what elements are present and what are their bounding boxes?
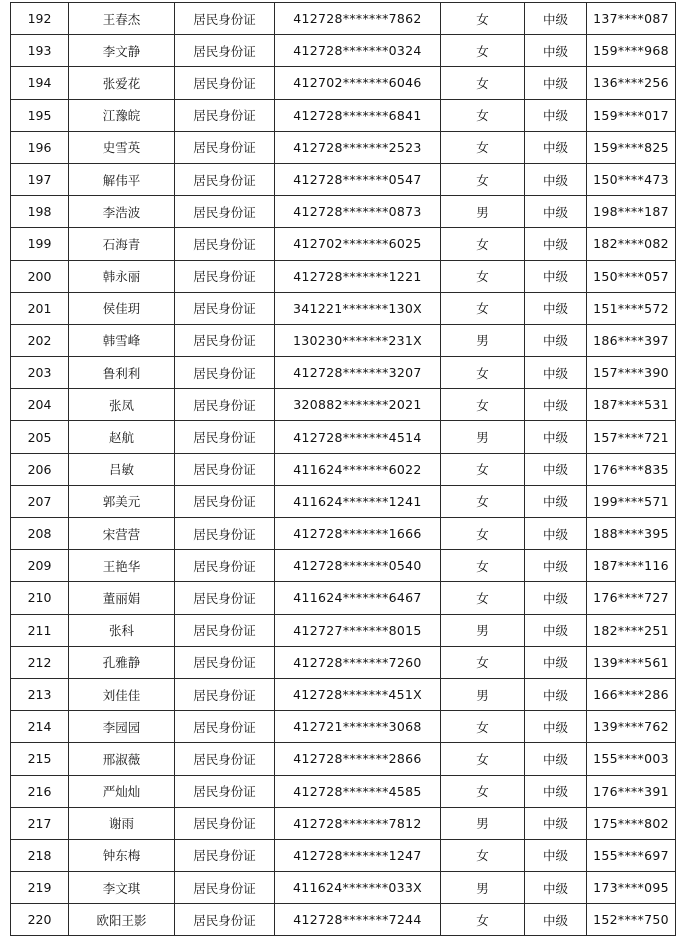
phone-cell: 182****082: [587, 228, 676, 260]
level-cell: 中级: [525, 99, 587, 131]
row-number-cell: 214: [11, 711, 69, 743]
phone-cell: 159****017: [587, 99, 676, 131]
table-row: [11, 67, 676, 99]
phone-cell: 155****697: [587, 839, 676, 871]
gender-cell: 男: [441, 807, 525, 839]
id-number-cell: 412728*******2523: [275, 131, 441, 163]
row-number-cell: 213: [11, 678, 69, 710]
id-number-cell: 412728*******4514: [275, 421, 441, 453]
level-cell: 中级: [525, 228, 587, 260]
id-number-cell: 412728*******2866: [275, 743, 441, 775]
id-number-cell: 411624*******6467: [275, 582, 441, 614]
table-row: [11, 196, 676, 228]
roster-table: [10, 2, 676, 936]
phone-cell: 176****391: [587, 775, 676, 807]
roster-body: [11, 3, 676, 936]
id-number-cell: 412728*******1666: [275, 518, 441, 550]
id-number-cell: 130230*******231X: [275, 324, 441, 356]
id-type-cell: 居民身份证: [175, 3, 275, 35]
person-name-cell: 张凤: [69, 389, 175, 421]
id-number-cell: 412728*******1221: [275, 260, 441, 292]
table-row: [11, 324, 676, 356]
person-name-cell: 吕敏: [69, 453, 175, 485]
level-cell: 中级: [525, 421, 587, 453]
table-row: [11, 485, 676, 517]
person-name-cell: 王春杰: [69, 3, 175, 35]
table-row: [11, 389, 676, 421]
person-name-cell: 宋营营: [69, 518, 175, 550]
level-cell: 中级: [525, 775, 587, 807]
row-number-cell: 212: [11, 646, 69, 678]
person-name-cell: 韩永丽: [69, 260, 175, 292]
level-cell: 中级: [525, 872, 587, 904]
gender-cell: 女: [441, 582, 525, 614]
table-row: [11, 872, 676, 904]
table-row: [11, 228, 676, 260]
phone-cell: 176****835: [587, 453, 676, 485]
level-cell: 中级: [525, 485, 587, 517]
id-type-cell: 居民身份证: [175, 389, 275, 421]
row-number-cell: 204: [11, 389, 69, 421]
id-number-cell: 320882*******2021: [275, 389, 441, 421]
row-number-cell: 207: [11, 485, 69, 517]
phone-cell: 166****286: [587, 678, 676, 710]
id-type-cell: 居民身份证: [175, 67, 275, 99]
level-cell: 中级: [525, 3, 587, 35]
row-number-cell: 198: [11, 196, 69, 228]
row-number-cell: 217: [11, 807, 69, 839]
id-number-cell: 412721*******3068: [275, 711, 441, 743]
id-number-cell: 412728*******7244: [275, 904, 441, 936]
id-number-cell: 412728*******0547: [275, 163, 441, 195]
phone-cell: 139****561: [587, 646, 676, 678]
id-number-cell: 412728*******7812: [275, 807, 441, 839]
row-number-cell: 203: [11, 357, 69, 389]
table-row: [11, 711, 676, 743]
row-number-cell: 196: [11, 131, 69, 163]
table-row: [11, 99, 676, 131]
id-type-cell: 居民身份证: [175, 292, 275, 324]
person-name-cell: 赵航: [69, 421, 175, 453]
id-type-cell: 居民身份证: [175, 614, 275, 646]
phone-cell: 151****572: [587, 292, 676, 324]
row-number-cell: 211: [11, 614, 69, 646]
row-number-cell: 208: [11, 518, 69, 550]
person-name-cell: 韩雪峰: [69, 324, 175, 356]
table-row: [11, 904, 676, 936]
gender-cell: 女: [441, 67, 525, 99]
id-type-cell: 居民身份证: [175, 904, 275, 936]
phone-cell: 182****251: [587, 614, 676, 646]
phone-cell: 157****390: [587, 357, 676, 389]
id-number-cell: 411624*******033X: [275, 872, 441, 904]
id-number-cell: 411624*******6022: [275, 453, 441, 485]
phone-cell: 150****057: [587, 260, 676, 292]
table-row: [11, 131, 676, 163]
person-name-cell: 史雪英: [69, 131, 175, 163]
id-number-cell: 412728*******4585: [275, 775, 441, 807]
level-cell: 中级: [525, 196, 587, 228]
table-row: [11, 839, 676, 871]
id-type-cell: 居民身份证: [175, 357, 275, 389]
id-type-cell: 居民身份证: [175, 196, 275, 228]
person-name-cell: 谢雨: [69, 807, 175, 839]
person-name-cell: 郭美元: [69, 485, 175, 517]
level-cell: 中级: [525, 35, 587, 67]
level-cell: 中级: [525, 646, 587, 678]
person-name-cell: 李浩波: [69, 196, 175, 228]
gender-cell: 女: [441, 163, 525, 195]
id-number-cell: 412702*******6025: [275, 228, 441, 260]
row-number-cell: 201: [11, 292, 69, 324]
gender-cell: 男: [441, 196, 525, 228]
gender-cell: 女: [441, 292, 525, 324]
gender-cell: 女: [441, 839, 525, 871]
gender-cell: 男: [441, 872, 525, 904]
id-type-cell: 居民身份证: [175, 518, 275, 550]
id-number-cell: 412728*******0873: [275, 196, 441, 228]
id-type-cell: 居民身份证: [175, 872, 275, 904]
level-cell: 中级: [525, 260, 587, 292]
row-number-cell: 219: [11, 872, 69, 904]
table-row: [11, 421, 676, 453]
id-type-cell: 居民身份证: [175, 807, 275, 839]
gender-cell: 女: [441, 35, 525, 67]
id-type-cell: 居民身份证: [175, 711, 275, 743]
phone-cell: 176****727: [587, 582, 676, 614]
row-number-cell: 199: [11, 228, 69, 260]
phone-cell: 173****095: [587, 872, 676, 904]
row-number-cell: 192: [11, 3, 69, 35]
id-type-cell: 居民身份证: [175, 550, 275, 582]
person-name-cell: 张科: [69, 614, 175, 646]
id-number-cell: 411624*******1241: [275, 485, 441, 517]
person-name-cell: 董丽娟: [69, 582, 175, 614]
id-type-cell: 居民身份证: [175, 324, 275, 356]
level-cell: 中级: [525, 807, 587, 839]
phone-cell: 187****531: [587, 389, 676, 421]
level-cell: 中级: [525, 582, 587, 614]
gender-cell: 男: [441, 324, 525, 356]
person-name-cell: 王艳华: [69, 550, 175, 582]
id-type-cell: 居民身份证: [175, 163, 275, 195]
phone-cell: 188****395: [587, 518, 676, 550]
person-name-cell: 石海青: [69, 228, 175, 260]
row-number-cell: 193: [11, 35, 69, 67]
gender-cell: 女: [441, 743, 525, 775]
id-number-cell: 412728*******0324: [275, 35, 441, 67]
level-cell: 中级: [525, 518, 587, 550]
level-cell: 中级: [525, 839, 587, 871]
person-name-cell: 解伟平: [69, 163, 175, 195]
gender-cell: 女: [441, 260, 525, 292]
row-number-cell: 206: [11, 453, 69, 485]
row-number-cell: 205: [11, 421, 69, 453]
level-cell: 中级: [525, 163, 587, 195]
gender-cell: 女: [441, 3, 525, 35]
id-number-cell: 412728*******1247: [275, 839, 441, 871]
phone-cell: 137****087: [587, 3, 676, 35]
table-row: [11, 3, 676, 35]
phone-cell: 175****802: [587, 807, 676, 839]
table-row: [11, 453, 676, 485]
id-number-cell: 412728*******451X: [275, 678, 441, 710]
gender-cell: 女: [441, 775, 525, 807]
gender-cell: 女: [441, 711, 525, 743]
id-type-cell: 居民身份证: [175, 646, 275, 678]
id-number-cell: 412728*******7260: [275, 646, 441, 678]
id-number-cell: 412727*******8015: [275, 614, 441, 646]
gender-cell: 男: [441, 678, 525, 710]
phone-cell: 157****721: [587, 421, 676, 453]
row-number-cell: 195: [11, 99, 69, 131]
table-row: [11, 260, 676, 292]
level-cell: 中级: [525, 743, 587, 775]
person-name-cell: 张爱花: [69, 67, 175, 99]
person-name-cell: 钟东梅: [69, 839, 175, 871]
level-cell: 中级: [525, 324, 587, 356]
level-cell: 中级: [525, 357, 587, 389]
person-name-cell: 李文静: [69, 35, 175, 67]
level-cell: 中级: [525, 131, 587, 163]
gender-cell: 女: [441, 357, 525, 389]
id-type-cell: 居民身份证: [175, 35, 275, 67]
person-name-cell: 李园园: [69, 711, 175, 743]
table-row: [11, 518, 676, 550]
table-row: [11, 163, 676, 195]
row-number-cell: 220: [11, 904, 69, 936]
id-number-cell: 412728*******0540: [275, 550, 441, 582]
phone-cell: 139****762: [587, 711, 676, 743]
level-cell: 中级: [525, 904, 587, 936]
row-number-cell: 215: [11, 743, 69, 775]
id-type-cell: 居民身份证: [175, 131, 275, 163]
id-number-cell: 412702*******6046: [275, 67, 441, 99]
id-type-cell: 居民身份证: [175, 678, 275, 710]
id-number-cell: 412728*******7862: [275, 3, 441, 35]
level-cell: 中级: [525, 614, 587, 646]
id-number-cell: 412728*******3207: [275, 357, 441, 389]
table-row: [11, 678, 676, 710]
level-cell: 中级: [525, 67, 587, 99]
phone-cell: 198****187: [587, 196, 676, 228]
person-name-cell: 江豫皖: [69, 99, 175, 131]
gender-cell: 女: [441, 904, 525, 936]
row-number-cell: 194: [11, 67, 69, 99]
gender-cell: 女: [441, 389, 525, 421]
row-number-cell: 216: [11, 775, 69, 807]
gender-cell: 女: [441, 646, 525, 678]
phone-cell: 199****571: [587, 485, 676, 517]
person-name-cell: 严灿灿: [69, 775, 175, 807]
row-number-cell: 218: [11, 839, 69, 871]
person-name-cell: 孔雅静: [69, 646, 175, 678]
id-type-cell: 居民身份证: [175, 743, 275, 775]
table-row: [11, 35, 676, 67]
gender-cell: 女: [441, 131, 525, 163]
id-type-cell: 居民身份证: [175, 839, 275, 871]
person-name-cell: 侯佳玥: [69, 292, 175, 324]
row-number-cell: 209: [11, 550, 69, 582]
phone-cell: 136****256: [587, 67, 676, 99]
phone-cell: 187****116: [587, 550, 676, 582]
id-number-cell: 341221*******130X: [275, 292, 441, 324]
gender-cell: 女: [441, 453, 525, 485]
table-row: [11, 357, 676, 389]
gender-cell: 女: [441, 228, 525, 260]
id-number-cell: 412728*******6841: [275, 99, 441, 131]
phone-cell: 159****825: [587, 131, 676, 163]
id-type-cell: 居民身份证: [175, 99, 275, 131]
person-name-cell: 邢淑薇: [69, 743, 175, 775]
id-type-cell: 居民身份证: [175, 582, 275, 614]
table-row: [11, 582, 676, 614]
level-cell: 中级: [525, 292, 587, 324]
level-cell: 中级: [525, 678, 587, 710]
id-type-cell: 居民身份证: [175, 485, 275, 517]
person-name-cell: 刘佳佳: [69, 678, 175, 710]
row-number-cell: 197: [11, 163, 69, 195]
level-cell: 中级: [525, 711, 587, 743]
table-row: [11, 292, 676, 324]
id-type-cell: 居民身份证: [175, 775, 275, 807]
id-type-cell: 居民身份证: [175, 260, 275, 292]
gender-cell: 男: [441, 614, 525, 646]
phone-cell: 150****473: [587, 163, 676, 195]
table-row: [11, 614, 676, 646]
id-type-cell: 居民身份证: [175, 228, 275, 260]
gender-cell: 女: [441, 485, 525, 517]
gender-cell: 女: [441, 99, 525, 131]
level-cell: 中级: [525, 550, 587, 582]
table-row: [11, 550, 676, 582]
level-cell: 中级: [525, 389, 587, 421]
row-number-cell: 210: [11, 582, 69, 614]
table-row: [11, 775, 676, 807]
person-name-cell: 欧阳王影: [69, 904, 175, 936]
table-row: [11, 807, 676, 839]
phone-cell: 186****397: [587, 324, 676, 356]
phone-cell: 159****968: [587, 35, 676, 67]
id-type-cell: 居民身份证: [175, 421, 275, 453]
gender-cell: 女: [441, 550, 525, 582]
table-row: [11, 646, 676, 678]
row-number-cell: 200: [11, 260, 69, 292]
level-cell: 中级: [525, 453, 587, 485]
person-name-cell: 鲁利利: [69, 357, 175, 389]
gender-cell: 男: [441, 421, 525, 453]
person-name-cell: 李文琪: [69, 872, 175, 904]
phone-cell: 155****003: [587, 743, 676, 775]
row-number-cell: 202: [11, 324, 69, 356]
table-row: [11, 743, 676, 775]
phone-cell: 152****750: [587, 904, 676, 936]
id-type-cell: 居民身份证: [175, 453, 275, 485]
gender-cell: 女: [441, 518, 525, 550]
